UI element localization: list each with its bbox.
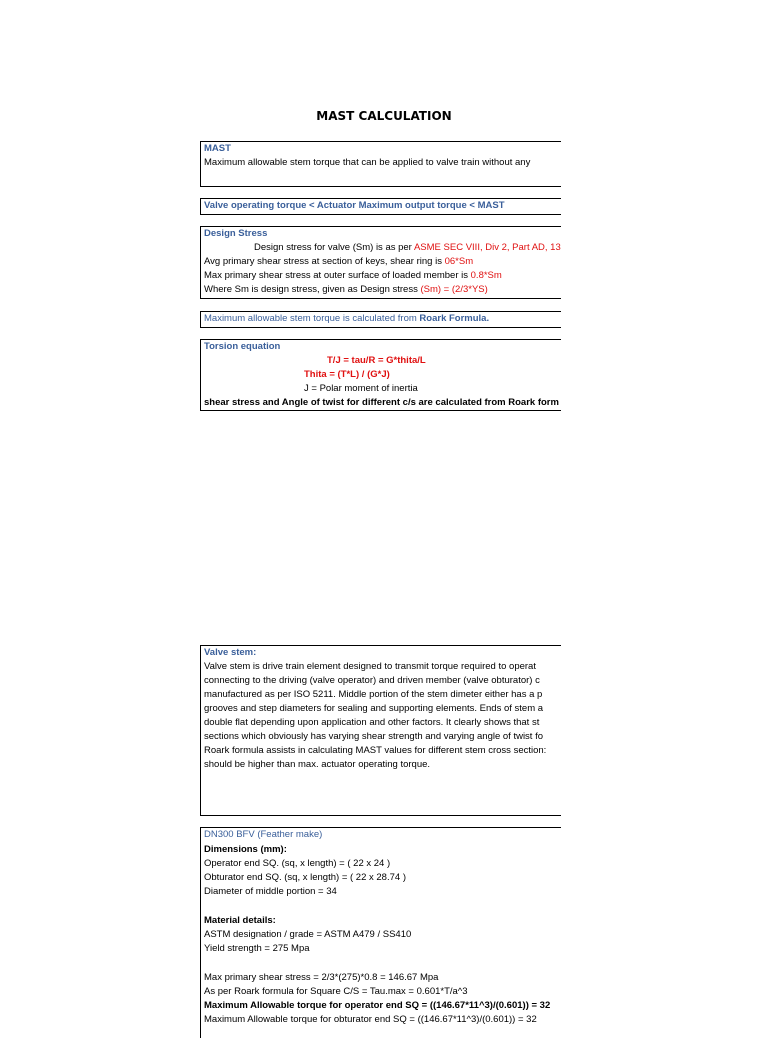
roark-note-text: Maximum allowable stem torque is calculated from (204, 313, 420, 324)
asme-reference: ASME SEC VIII, Div 2, Part AD, 13 (413, 242, 561, 253)
torque-relation-box (200, 198, 561, 215)
dimensions-label: Dimensions (mm): (204, 844, 287, 855)
design-stress-box (200, 226, 561, 299)
valve-stem-line: grooves and step diameters for sealing and supporting elements. Ends of stem a (204, 703, 544, 714)
design-stress-line-1 (254, 241, 561, 255)
torque-relation-text: Valve operating torque < Actuator Maximum output torque < MAST (204, 200, 505, 211)
roark-square-formula: As per Roark formula for Square C/S = Tau.max = 0.601*T/a^3 (204, 986, 468, 997)
max-shear-value: 0.8*Sm (470, 270, 502, 281)
roark-note-line (204, 312, 489, 326)
valve-stem-box (200, 645, 561, 816)
roark-note-box (200, 311, 561, 328)
valve-stem-line: should be higher than max. actuator operating torque. (204, 759, 431, 770)
polar-moment-note: J = Polar moment of inertia (304, 383, 418, 394)
torsion-equation-1: T/J = tau/R = G*thita/L (327, 355, 426, 366)
operator-end-dim: Operator end SQ. (sq, x length) = ( 22 x 24 ) (204, 858, 391, 869)
mast-definition-box (200, 141, 561, 187)
valve-stem-line: sections which obviously has varying shear strength and varying angle of twist fo (204, 731, 544, 742)
valve-stem-line: Roark formula assists in calculating MAST values for different stem cross section: (204, 745, 547, 756)
valve-stem-line: connecting to the driving (valve operator) and driven member (valve obturator) c (204, 675, 540, 686)
dn300-box (200, 827, 561, 1038)
astm-grade: ASTM designation / grade = ASTM A479 / SS410 (204, 929, 412, 940)
design-stress-line-4 (204, 283, 488, 297)
mast-definition-text: Maximum allowable stem torque that can be applied to valve train without any (204, 157, 531, 168)
roark-formula-reference: Roark Formula. (419, 313, 490, 324)
torsion-equation-2: Thita = (T*L) / (G*J) (304, 369, 390, 380)
design-stress-line-2-text: Avg primary shear stress at section of keys, shear ring is (204, 256, 445, 267)
design-stress-line-2 (204, 255, 473, 269)
valve-stem-heading: Valve stem: (204, 647, 257, 658)
valve-stem-line: Valve stem is drive train element designed to transmit torque required to operat (204, 661, 536, 672)
yield-strength: Yield strength = 275 Mpa (204, 943, 310, 954)
design-stress-line-1-text: Design stress for valve (Sm) is as per (254, 242, 414, 253)
max-shear-stress: Max primary shear stress = 2/3*(275)*0.8 = 146.67 Mpa (204, 972, 439, 983)
mast-heading: MAST (204, 143, 231, 154)
roark-shear-note: shear stress and Angle of twist for different c/s are calculated from Roark form (204, 397, 559, 408)
obturator-end-dim: Obturator end SQ. (sq, x length) = ( 22 x 28.74 ) (204, 872, 406, 883)
valve-stem-line: manufactured as per ISO 5211. Middle portion of the stem dimeter either has a p (204, 689, 543, 700)
page-title: MAST CALCULATION (316, 109, 452, 123)
obturator-end-torque: Maximum Allowable torque for obturator end SQ = ((146.67*11^3)/(0.601)) = 32 (204, 1014, 537, 1025)
valve-stem-line: double flat depending upon application and other factors. It clearly shows that st (204, 717, 540, 728)
middle-diameter: Diameter of middle portion = 34 (204, 886, 337, 897)
avg-shear-value: 06*Sm (444, 256, 474, 267)
material-label: Material details: (204, 915, 276, 926)
dn300-heading: DN300 BFV (Feather make) (204, 829, 323, 840)
torsion-heading: Torsion equation (204, 341, 281, 352)
design-stress-line-3 (204, 269, 502, 283)
design-stress-line-3-text: Max primary shear stress at outer surface of loaded member is (204, 270, 471, 281)
torsion-equation-box (200, 339, 561, 411)
design-stress-heading: Design Stress (204, 228, 268, 239)
sm-formula: (Sm) = (2/3*YS) (420, 284, 488, 295)
operator-end-torque: Maximum Allowable torque for operator end SQ = ((146.67*11^3)/(0.601)) = 32 (204, 1000, 551, 1011)
design-stress-line-4-text: Where Sm is design stress, given as Design stress (204, 284, 421, 295)
